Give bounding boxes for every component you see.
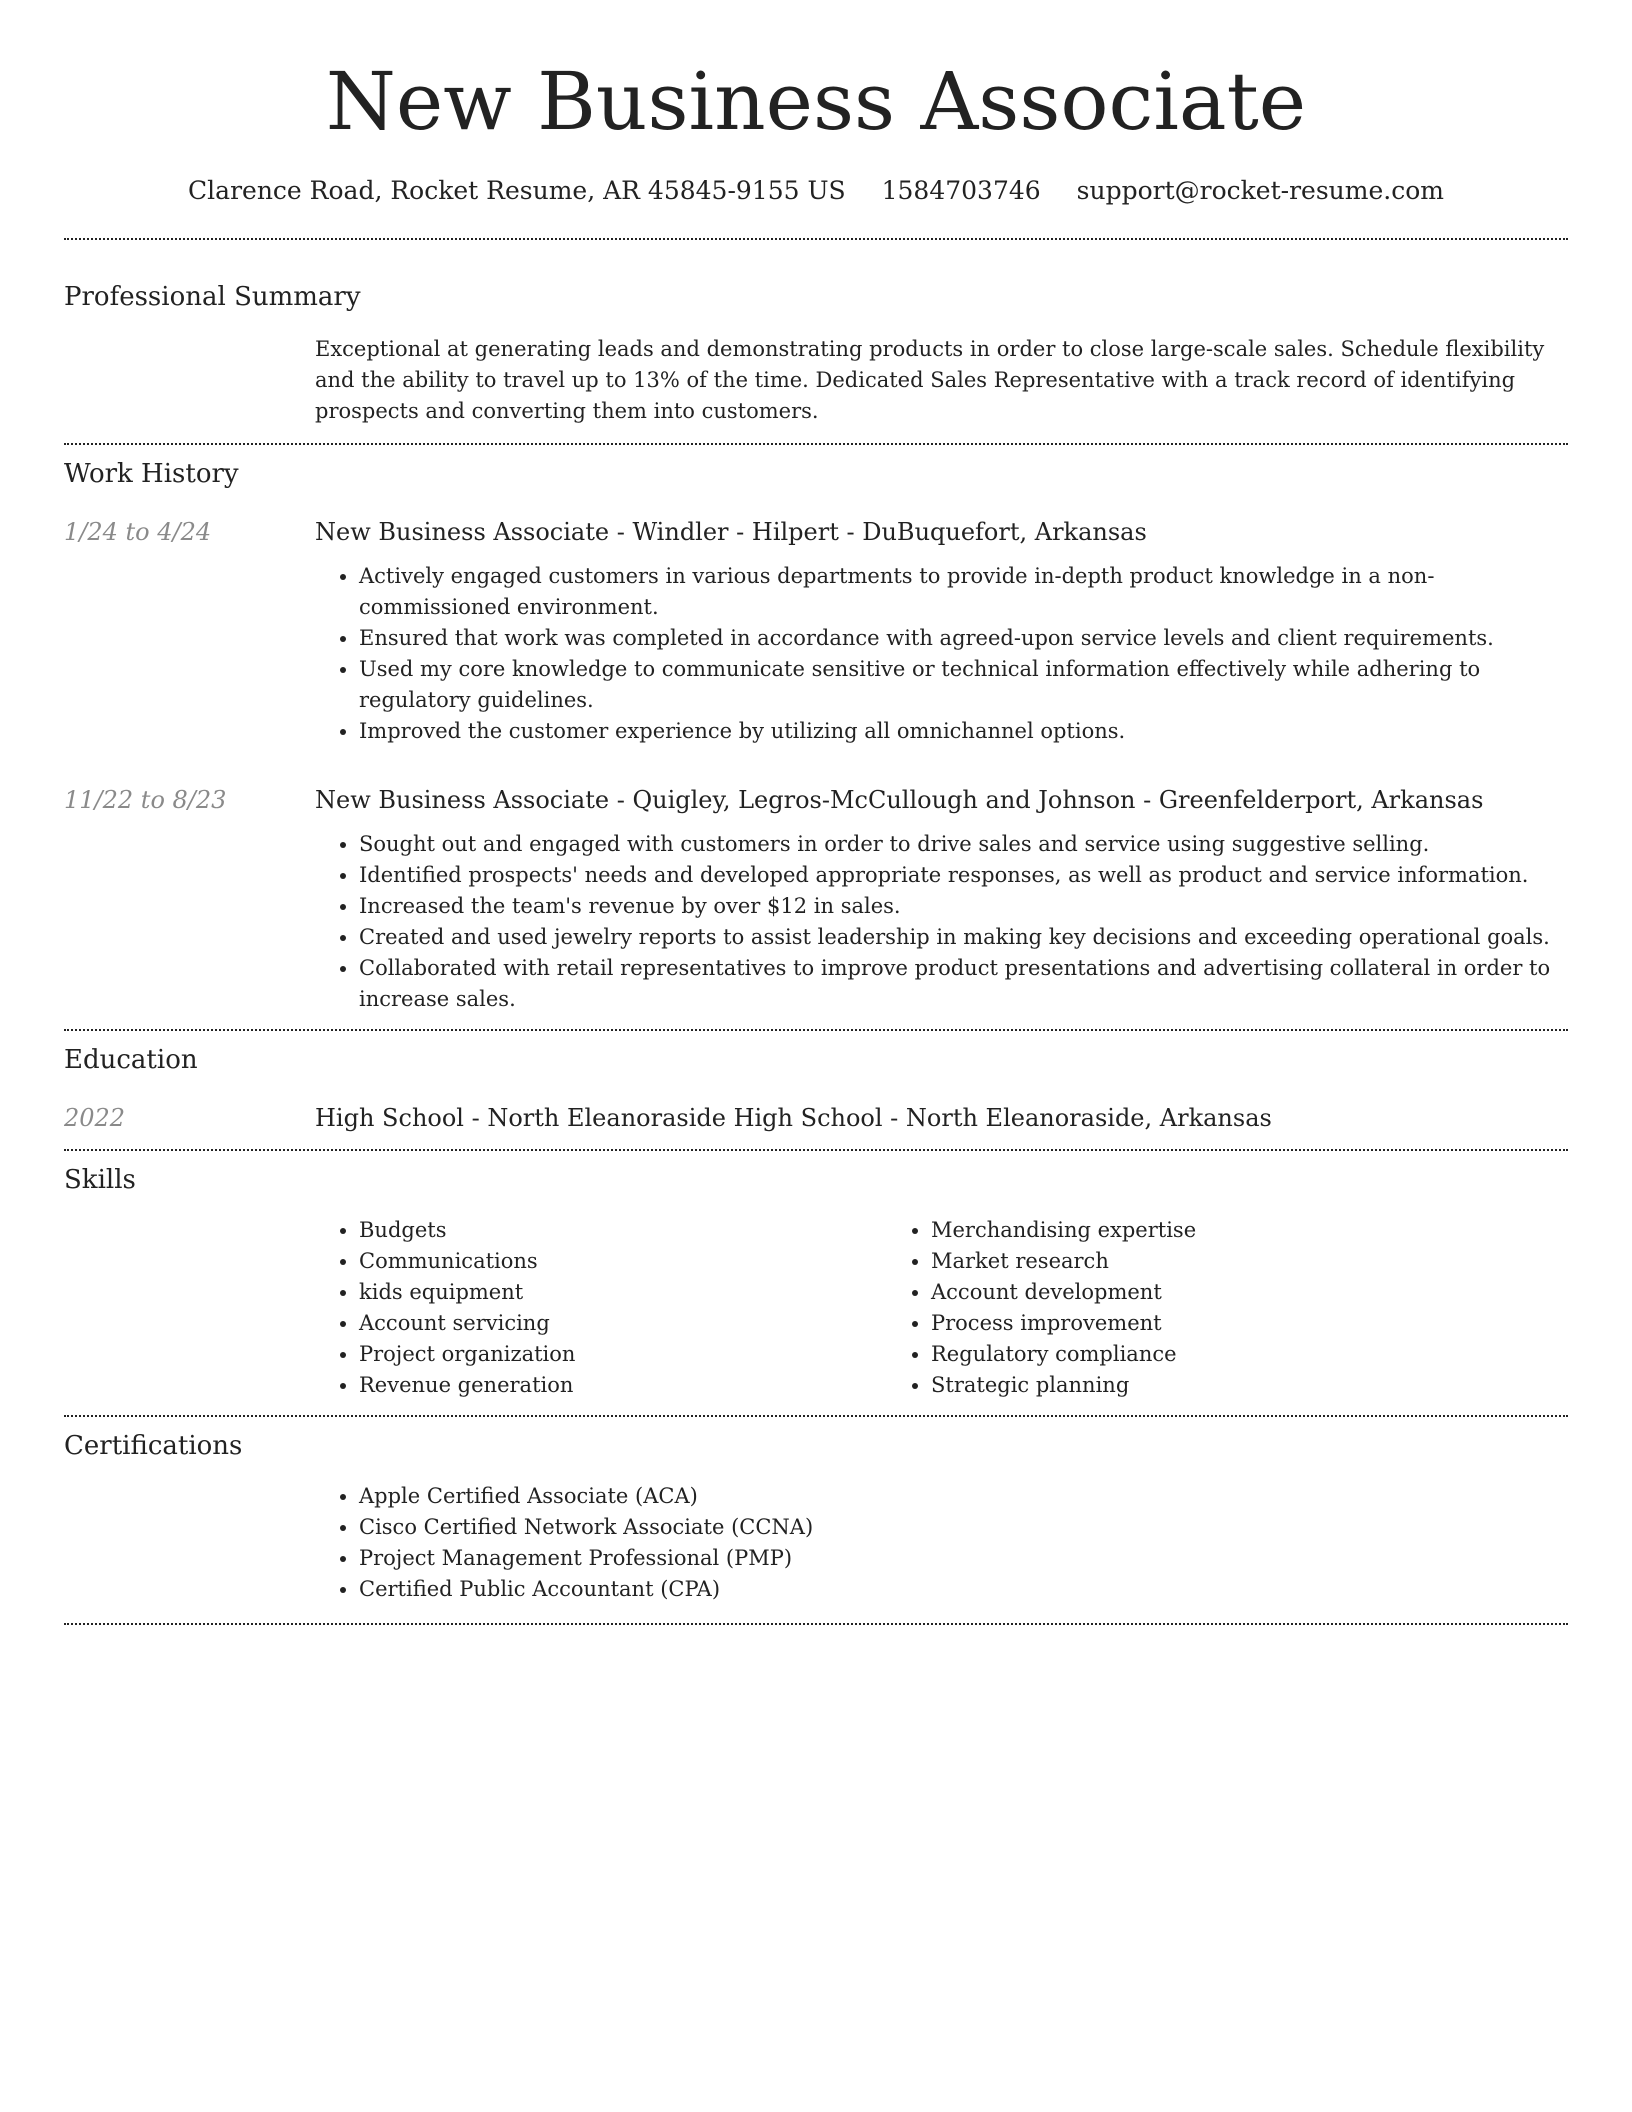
contact-email: support@rocket-resume.com: [1076, 176, 1444, 205]
job-entry: [64, 783, 1568, 1015]
job-bullets: [315, 829, 1568, 1015]
job-bullet: • Improved the customer experience by utilizing all omnichannel options.: [359, 716, 1568, 747]
certifications-heading: Certifications: [64, 1431, 243, 1461]
section-divider: [64, 443, 1568, 445]
section-divider: [64, 238, 1568, 240]
work-history-heading: Work History: [64, 459, 239, 489]
skill-item: • Regulatory compliance: [931, 1339, 1459, 1370]
education-text: High School - North Eleanoraside High School - North Eleanoraside, Arkansas: [315, 1104, 1272, 1132]
job-bullet: • Used my core knowledge to communicate sensitive or technical information effectively while adhering to regulatory guidelines.: [359, 654, 1568, 716]
contact-line: [64, 174, 1568, 208]
contact-address: Clarence Road, Rocket Resume, AR 45845-9155 US: [188, 176, 846, 205]
section-divider: [64, 1415, 1568, 1417]
job-heading: New Business Associate - Quigley, Legros-McCullough and Johnson - Greenfelderport, Arkansas: [315, 786, 1484, 814]
skills-column-left: [315, 1215, 887, 1401]
skill-item: • Budgets: [359, 1215, 887, 1246]
skill-item: • kids equipment: [359, 1277, 887, 1308]
job-body: [315, 783, 1568, 1015]
certification-item: • Project Management Professional (PMP): [359, 1543, 1568, 1574]
certification-item: • Apple Certified Associate (ACA): [359, 1481, 1568, 1512]
education-date: 2022: [64, 1104, 126, 1132]
job-date: 1/24 to 4/24: [64, 518, 212, 546]
skill-item: • Market research: [931, 1246, 1459, 1277]
skill-item: • Merchandising expertise: [931, 1215, 1459, 1246]
education-heading: Education: [64, 1045, 198, 1075]
certifications-list: [315, 1481, 1568, 1605]
summary-heading: Professional Summary: [64, 282, 361, 312]
skill-item: • Revenue generation: [359, 1370, 887, 1401]
education-entry: [64, 1101, 1568, 1135]
job-bullet: • Collaborated with retail representatives to improve product presentations and advertising collateral in order to increase sales.: [359, 953, 1568, 1015]
certification-item: • Certified Public Accountant (CPA): [359, 1574, 1568, 1605]
skill-item: • Strategic planning: [931, 1370, 1459, 1401]
contact-phone: 1584703746: [881, 176, 1041, 205]
skill-item: • Communications: [359, 1246, 887, 1277]
section-divider: [64, 1149, 1568, 1151]
resume-name: New Business Associate: [325, 55, 1307, 148]
skill-item: • Account servicing: [359, 1308, 887, 1339]
skills-grid: [315, 1215, 1568, 1401]
job-bullet: • Ensured that work was completed in accordance with agreed-upon service levels and client requirements.: [359, 623, 1568, 654]
skill-item: • Project organization: [359, 1339, 887, 1370]
summary-text: Exceptional at generating leads and demonstrating products in order to close large-scale sales. Schedule flexibility and the ability to travel up to 13% of the time. Dedicated Sales Representative with a track record of identifying prospects and converting them into customers.: [315, 337, 1545, 423]
skill-item: • Account development: [931, 1277, 1459, 1308]
job-bullet: • Created and used jewelry reports to assist leadership in making key decisions and exceeding operational goals.: [359, 922, 1568, 953]
job-entry: [64, 515, 1568, 747]
job-bullet: • Increased the team's revenue by over $12 in sales.: [359, 891, 1568, 922]
job-heading: New Business Associate - Windler - Hilpert - DuBuquefort, Arkansas: [315, 518, 1147, 546]
job-bullet: • Identified prospects' needs and developed appropriate responses, as well as product and service information.: [359, 860, 1568, 891]
certifications-bullets: [315, 1481, 1568, 1605]
job-bullets: [315, 561, 1568, 747]
job-bullet: • Sought out and engaged with customers in order to drive sales and service using suggestive selling.: [359, 829, 1568, 860]
section-divider: [64, 1623, 1568, 1625]
skills-heading: Skills: [64, 1165, 136, 1195]
certification-item: • Cisco Certified Network Associate (CCNA): [359, 1512, 1568, 1543]
skills-column-right: [887, 1215, 1459, 1401]
skill-item: • Process improvement: [931, 1308, 1459, 1339]
job-body: [315, 515, 1568, 747]
job-bullet: • Actively engaged customers in various departments to provide in-depth product knowledge in a non-commissioned environment.: [359, 561, 1568, 623]
section-divider: [64, 1029, 1568, 1031]
job-date: 11/22 to 8/23: [64, 786, 227, 814]
